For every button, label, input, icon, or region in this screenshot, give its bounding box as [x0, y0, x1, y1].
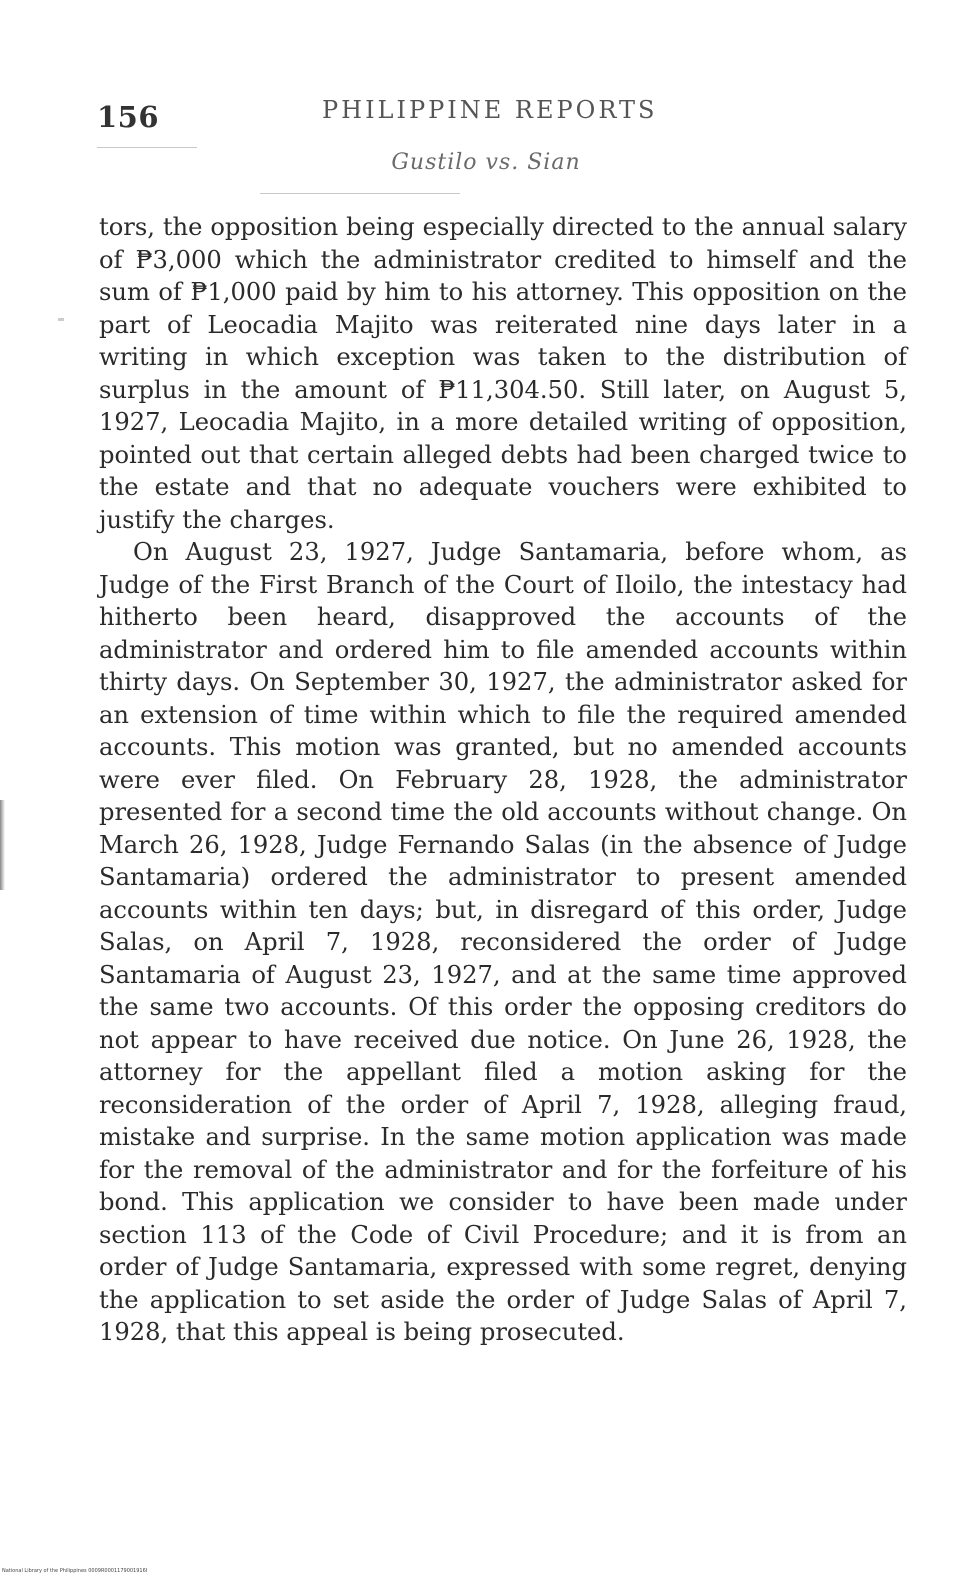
- body-text: [99, 211, 907, 1349]
- footer-scan-id: National Library of the Philippines 0009R0001179001916I: [2, 1568, 148, 1574]
- scan-speck: [58, 318, 64, 321]
- page-number: 156: [97, 100, 160, 134]
- paragraph-2: On August 23, 1927, Judge Santamaria, before whom, as Judge of the First Branch of the Court of Iloilo, the intestacy had hitherto been heard, disapproved the accounts of the administrator and ordered him to file amended accounts within thirty days. On September 30, 1927, the administrator asked for an extension of time within which to file the required amended accounts. This motion was granted, but no amended accounts were ever filed. On February 28, 1928, the administrator presented for a second time the old accounts without change. On March 26, 1928, Judge Fernando Salas (in the absence of Judge Santamaria) ordered the administrator to present amended accounts within ten days; but, in disregard of this order, Judge Salas, on April 7, 1928, reconsidered the order of Judge Santamaria of August 23, 1927, and at the same time approved the same two accounts. Of this order the opposing creditors do not appear to have received due notice. On June 26, 1928, the attorney for the appellant filed a motion asking for the reconsideration of the order of April 7, 1928, alleging fraud, mistake and surprise. In the same motion application was made for the removal of the administrator and for the forfeiture of his bond. This application we consider to have been made under section 113 of the Code of Civil Procedure; and it is from an order of Judge Santamaria, expressed with some regret, denying the application to set aside the order of Judge Salas of April 7, 1928, that this appeal is being prosecuted.: [99, 538, 907, 1346]
- scan-edge-shadow: [0, 800, 5, 890]
- running-head: PHILIPPINE REPORTS: [322, 96, 658, 124]
- case-title: Gustilo vs. Sian: [391, 150, 581, 175]
- title-rule: [260, 193, 460, 194]
- paragraph-1: tors, the opposition being especially directed to the annual salary of ₱3,000 which the administrator credited to himself and the sum of ₱1,000 paid by him to his attorney. This opposition on the part of Leocadia Majito was reiterated nine days later in a writing in which exception was taken to the distribution of surplus in the amount of ₱11,304.50. Still later, on August 5, 1927, Leocadia Majito, in a more detailed writing of opposition, pointed out that certain alleged debts had been charged twice to the estate and that no adequate vouchers were exhibited to justify the charges.: [99, 213, 907, 534]
- header-rule: [97, 147, 197, 148]
